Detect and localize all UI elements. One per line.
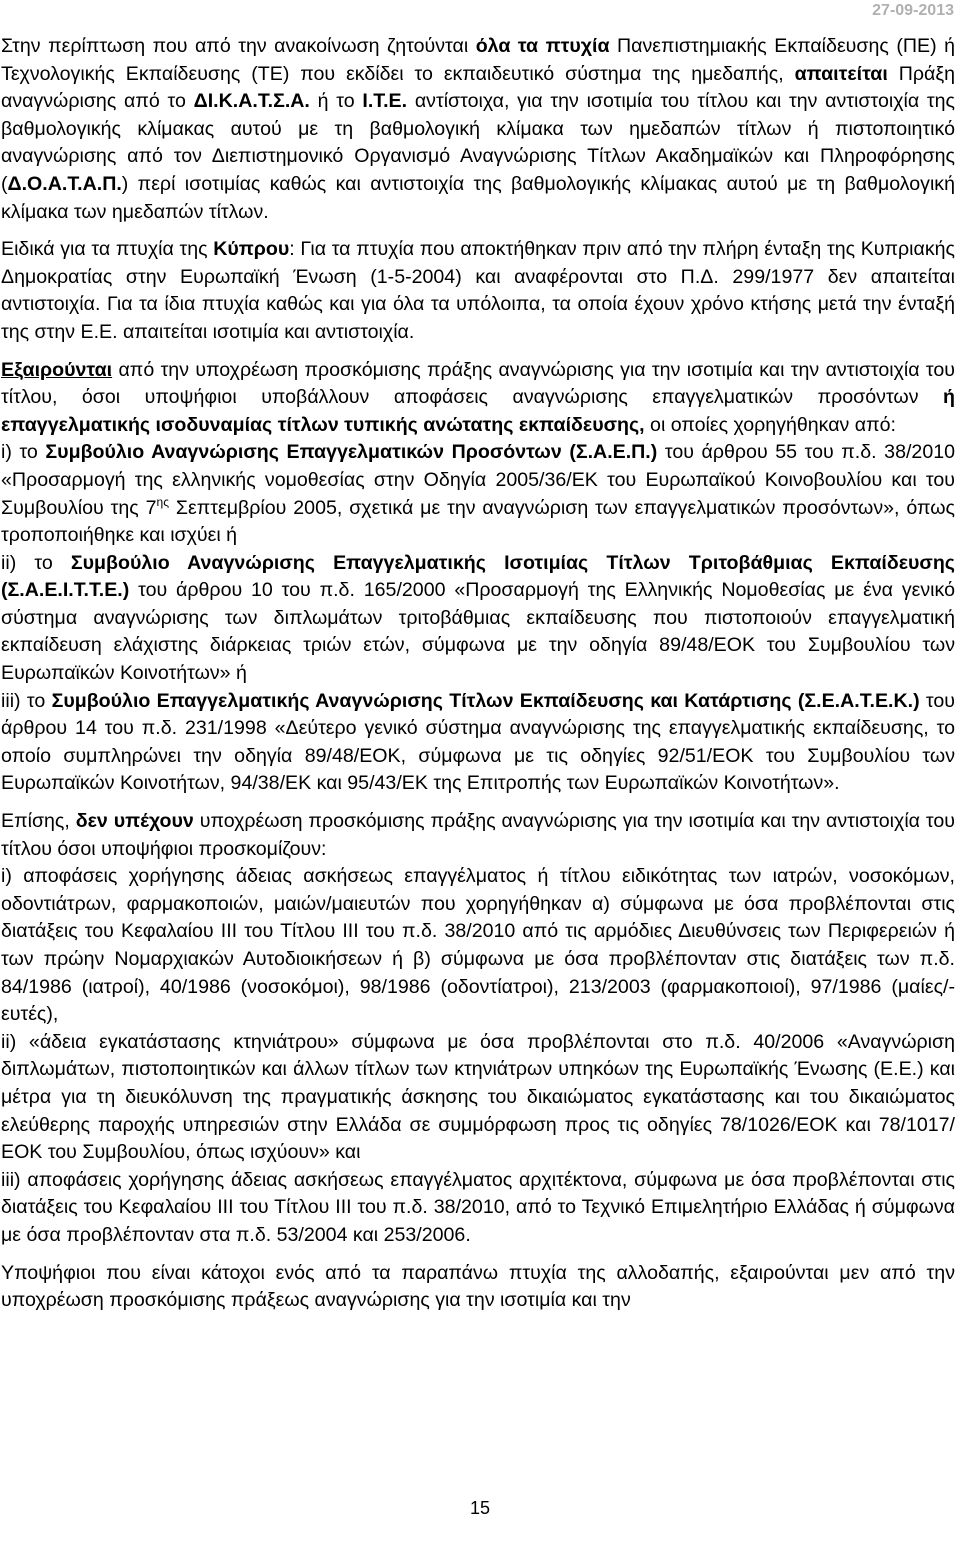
paragraph-degree-recognition: Στην περίπτωση που από την ανακοίνωση ζητούνται όλα τα πτυχία Πανεπιστημιακής Εκπαίδευσης (ΠΕ) ή Τεχνολογικής Εκπαίδευσης (ΤΕ) που εκδίδει το εκπαιδευτικό σύστημα της ημεδαπής, απαιτείται Πράξη αναγνώρισης από το ΔΙ.Κ.Α.Τ.Σ.Α. ή το Ι.Τ.Ε. αντίστοιχα, για την ισοτιμία του τίτλου και την αντιστοιχία της βαθμολογικής κλίμακας αυτού με τη βαθμολογική κλίμακα των ημεδαπών τίτλων ή πιστοποιητικό αναγνώρισης από τον Διεπιστημονικό Οργανισμό Αναγνώρισης Τίτλων Ακαδημαϊκών και Πληροφόρησης (Δ.Ο.Α.Τ.Α.Π.) περί ισοτιμίας καθώς και αντιστοιχία της βαθμολογικής κλίμακας αυτού με τη βαθμολογική κλίμακα των ημεδαπών τίτλων.	[1, 35, 955, 223]
paragraph-exemptions: Εξαιρούνται από την υποχρέωση προσκόμισης πράξης αναγνώρισης για την ισοτιμία και την αντιστοιχία του τίτλου, όσοι υποψήφιοι υποβάλλουν αποφάσεις αναγνώρισης επαγγελματικών προσόντων ή επαγγελματικής ισοδυναμίας τίτλων τυπικής ανώτατης εκπαίδευσης, οι οποίες χορηγήθηκαν από:	[1, 358, 955, 436]
paragraph-foreign-degree-holders: Υποψήφιοι που είναι κάτοχοι ενός από τα παραπάνω πτυχία της αλλοδαπής, εξαιρούνται μεν από την υποχρέωση προσκόμισης πράξεως αναγνώρισης για την ισοτιμία και την	[1, 1261, 955, 1312]
document-date: 27-09-2013	[872, 2, 954, 19]
item-veterinary-license: ii) «άδεια εγκατάστασης κτηνιάτρου» σύμφωνα με όσα προβλέπονται στο π.δ. 40/2006 «Αναγνώριση διπλωμάτων, πιστοποιητικών και άλλων τίτλων των κτηνιάτρων υπηκόων της Ευρωπαϊκής Ένωσης (Ε.Ε.) και μέτρα για τη διευκόλυνση της πραγματικής άσκησης του δικαιώματος εγκατάστασης και του δικαιώματος ελεύθερης παροχής υπηρεσιών στην Ελλάδα σε συμμόρφωση προς τις οδηγίες 78/1026/ΕΟΚ και 78/1017/ΕΟΚ του Συμβουλίου, όπως ισχύουν» και	[1, 1030, 955, 1164]
item-seatek: iii) το Συμβούλιο Επαγγελματικής Αναγνώρισης Τίτλων Εκπαίδευσης και Κατάρτισης (Σ.Ε.Α.Τ.Ε.Κ.) του άρθρου 14 του π.δ. 231/1998 «Δεύτερο γενικό σύστημα αναγνώρισης της επαγγελματικής εκπαίδευσης, το οποίο συμπληρώνει την οδηγία 89/48/ΕΟΚ, σύμφωνα με τις οδηγίες 92/51/ΕΟΚ του Συμβουλίου των Ευρωπαϊκών Κοινοτήτων, 94/38/ΕΚ και 95/43/ΕΚ της Επιτροπής των Ευρωπαϊκών Κοινοτήτων».	[1, 689, 955, 795]
item-architect-license: iii) αποφάσεις χορήγησης άδειας ασκήσεως επαγγέλματος αρχιτέκτονα, σύμφωνα με όσα προβλέπονται στις διατάξεις του Κεφαλαίου ΙΙΙ του Τίτλου ΙΙΙ του π.δ. 38/2010, από το Τεχνικό Επιμελητήριο Ελλάδας ή σύμφωνα με όσα προβλέπονταν στα π.δ. 53/2004 και 253/2006.	[1, 1168, 955, 1246]
item-medical-licenses: i) αποφάσεις χορήγησης άδειας ασκήσεως επαγγέλματος ή τίτλου ειδικότητας των ιατρών, νοσοκόμων, οδοντιάτρων, φαρμακοποιών, μαιών/μαιευτών που χορηγήθηκαν α) σύμφωνα με όσα προβλέπονται στις διατάξεις του Κεφαλαίου ΙΙΙ του Τίτλου ΙΙΙ του π.δ. 38/2010 από τις αρμόδιες Διευθύνσεις των Περιφερειών ή των πρώην Νομαρχιακών Αυτοδιοικήσεων ή β) σύμφωνα με όσα προβλέπονταν στις διατάξεις των π.δ. 84/1986 (ιατροί), 40/1986 (νοσοκόμοι), 98/1986 (οδοντίατροι), 213/2003 (φαρμακοποιοί), 97/1986 (μαίες/-ευτές),	[1, 865, 955, 1026]
page-number: 15	[469, 1498, 491, 1518]
item-saeitte: ii) το Συμβούλιο Αναγνώρισης Επαγγελματικής Ισοτιμίας Τίτλων Τριτοβάθμιας Εκπαίδευσης (Σ.Α.Ε.Ι.Τ.Τ.Ε.) του άρθρου 10 του π.δ. 165/2000 «Προσαρμογή της Ελληνικής Νομοθεσίας με ένα γενικό σύστημα αναγνώρισης των διπλωμάτων τριτοβάθμιας εκπαίδευσης που πιστοποιούν επαγγελματική εκπαίδευση ελάχιστης διάρκειας τριών ετών, σύμφωνα με την οδηγία 89/48/ΕΟΚ του Συμβουλίου των Ευρωπαϊκών Κοινοτήτων» ή	[1, 551, 955, 685]
paragraph-cyprus: Ειδικά για τα πτυχία της Κύπρου: Για τα πτυχία που αποκτήθηκαν πριν από την πλήρη ένταξη της Κυπριακής Δημοκρατίας στην Ευρωπαϊκή Ένωση (1-5-2004) και αναφέρονται στο Π.Δ. 299/1977 δεν απαιτείται αντιστοιχία. Για τα ίδια πτυχία καθώς και για όλα τα υπόλοιπα, τα οποία έχουν χρόνο κτήσης μετά την ένταξή της στην Ε.Ε. απαιτείται ισοτιμία και αντιστοιχία.	[1, 238, 955, 343]
document-body	[1, 33, 955, 1315]
item-saep: i) το Συμβούλιο Αναγνώρισης Επαγγελματικών Προσόντων (Σ.Α.Ε.Π.) του άρθρου 55 του π.δ. 38/2010 «Προσαρμογή της ελληνικής νομοθεσίας στην Οδηγία 2005/36/ΕΚ του Ευρωπαϊκού Κοινοβουλίου και του Συμβουλίου της $7^{\eta\varsigma}$ Σεπτεμβρίου 2005, σχετικά με την αναγνώριση των επαγγελματικών προσόντων», όπως τροποποιήθηκε και ισχύει ή	[1, 441, 956, 547]
paragraph-also-exempt: Επίσης, δεν υπέχουν υποχρέωση προσκόμισης πράξης αναγνώρισης για την ισοτιμία και την αντιστοιχία του τίτλου όσοι υποψήφιοι προσκομίζουν:	[1, 810, 955, 860]
